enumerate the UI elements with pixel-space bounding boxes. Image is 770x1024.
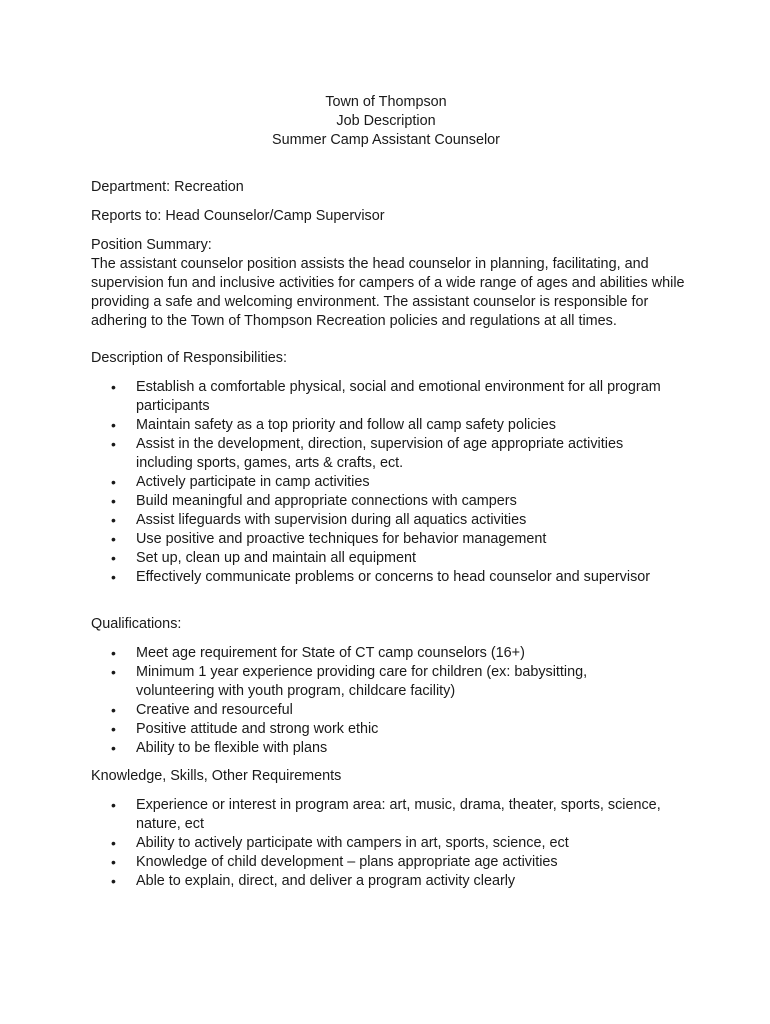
- list-item: • Creative and resourceful: [111, 702, 293, 718]
- list-item: • Use positive and proactive techniques for behavior management: [111, 531, 547, 547]
- list-item: • Assist in the development, direction, supervision of age appropriate activities including sports, games, arts & crafts, ect.: [111, 436, 624, 471]
- list-item: • Build meaningful and appropriate connections with campers: [111, 493, 517, 509]
- document-content: [91, 93, 691, 891]
- responsibilities-list: [91, 378, 691, 587]
- document-header: [91, 93, 681, 150]
- header-doc-type: Job Description: [336, 113, 436, 129]
- reports-to-line: Reports to: Head Counselor/Camp Supervisor: [91, 208, 385, 224]
- bullet-icon: •: [111, 664, 116, 680]
- list-item: • Ability to be flexible with plans: [111, 740, 328, 756]
- bullet-icon: •: [111, 740, 116, 756]
- bullet-icon: •: [111, 645, 116, 661]
- list-item: • Set up, clean up and maintain all equipment: [111, 550, 417, 566]
- list-item: • Effectively communicate problems or concerns to head counselor and supervisor: [111, 569, 651, 585]
- bullet-icon: •: [111, 512, 116, 528]
- header-town: Town of Thompson: [325, 94, 447, 110]
- bullet-icon: •: [111, 835, 116, 851]
- bullet-icon: •: [111, 493, 116, 509]
- qualifications-heading: Qualifications:: [91, 616, 182, 632]
- bullet-icon: •: [111, 569, 116, 585]
- list-item: • Able to explain, direct, and deliver a program activity clearly: [111, 873, 516, 889]
- list-item: • Actively participate in camp activities: [111, 474, 370, 490]
- position-summary-text: The assistant counselor position assists the head counselor in planning, facilitating, and supervision fun and inclusive activities for campers of a wide range of ages and abilities while providing a safe and welcoming environment. The assistant counselor is responsible for adhering to the Town of Thompson Recreation policies and regulations at all times.: [91, 256, 685, 329]
- knowledge-heading: Knowledge, Skills, Other Requirements: [91, 768, 342, 784]
- qualifications-list: [91, 644, 691, 758]
- knowledge-list: [91, 796, 691, 891]
- list-item: • Maintain safety as a top priority and follow all camp safety policies: [111, 417, 556, 433]
- bullet-icon: •: [111, 550, 116, 566]
- bullet-icon: •: [111, 436, 116, 452]
- list-item: • Experience or interest in program area: art, music, drama, theater, sports, science, nature, ect: [111, 797, 661, 832]
- bullet-icon: •: [111, 417, 116, 433]
- list-item: • Knowledge of child development – plans appropriate age activities: [111, 854, 558, 870]
- bullet-icon: •: [111, 379, 116, 395]
- bullet-icon: •: [111, 474, 116, 490]
- department-line: Department: Recreation: [91, 179, 244, 195]
- header-job-title: Summer Camp Assistant Counselor: [272, 132, 500, 148]
- bullet-icon: •: [111, 721, 116, 737]
- bullet-icon: •: [111, 873, 116, 889]
- list-item: • Ability to actively participate with campers in art, sports, science, ect: [111, 835, 569, 851]
- bullet-icon: •: [111, 702, 116, 718]
- list-item: • Meet age requirement for State of CT camp counselors (16+): [111, 645, 525, 661]
- bullet-icon: •: [111, 797, 116, 813]
- list-item: • Minimum 1 year experience providing care for children (ex: babysitting, volunteering with youth program, childcare facility): [111, 664, 588, 699]
- responsibilities-heading: Description of Responsibilities:: [91, 350, 287, 366]
- bullet-icon: •: [111, 854, 116, 870]
- list-item: • Assist lifeguards with supervision during all aquatics activities: [111, 512, 527, 528]
- list-item: • Establish a comfortable physical, social and emotional environment for all program participants: [111, 379, 661, 414]
- position-summary-heading: Position Summary:: [91, 237, 212, 253]
- bullet-icon: •: [111, 531, 116, 547]
- list-item: • Positive attitude and strong work ethic: [111, 721, 379, 737]
